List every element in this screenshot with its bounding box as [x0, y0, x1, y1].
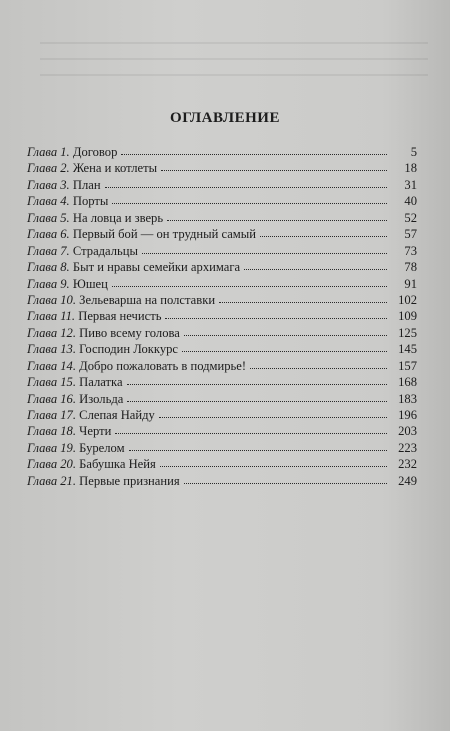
dot-leader [115, 423, 387, 434]
chapter-title: Первые признания [79, 473, 180, 488]
chapter-number: Глава 19. [27, 440, 77, 455]
page-number: 249 [398, 473, 417, 488]
chapter-title: На ловца и зверь [72, 210, 164, 225]
page-number: 223 [398, 440, 417, 455]
chapter-title: Бурелом [79, 440, 125, 455]
dot-leader [184, 473, 387, 484]
dot-leader [142, 243, 387, 254]
dot-leader [159, 407, 387, 418]
page-number: 109 [398, 309, 417, 324]
chapter-number: Глава 20. [27, 457, 77, 472]
toc-entry [27, 407, 417, 423]
chapter-title: Добро пожаловать в подмирье! [79, 358, 247, 373]
dot-leader [182, 341, 387, 352]
dot-leader [167, 210, 387, 221]
dot-leader [184, 325, 387, 336]
toc-entry [27, 292, 417, 308]
dot-leader [250, 358, 387, 369]
page-number: 168 [398, 375, 417, 390]
toc-entry [27, 160, 417, 176]
page-number: 31 [404, 177, 417, 192]
dot-leader [112, 276, 387, 287]
dot-leader [112, 193, 387, 204]
dot-leader [121, 144, 387, 155]
chapter-title: Жена и котлеты [72, 161, 158, 176]
page-number: 5 [410, 145, 417, 159]
page-number: 203 [398, 424, 417, 439]
chapter-title: Страдальцы [72, 243, 138, 258]
chapter-number: Глава 16. [27, 391, 77, 406]
chapter-title: Палатка [79, 375, 123, 390]
chapter-number: Глава 12. [27, 325, 77, 340]
toc-entry [27, 243, 417, 259]
toc-entry [27, 341, 417, 357]
dot-leader [260, 226, 387, 237]
chapter-title: Первый бой — он трудный самый [72, 227, 256, 242]
dot-leader [165, 308, 387, 319]
bleed-through-line [40, 42, 428, 44]
toc-entry [27, 226, 417, 242]
chapter-number: Глава 11. [27, 309, 76, 324]
chapter-number: Глава 5. [27, 210, 70, 225]
page-number: 40 [404, 194, 417, 209]
chapter-number: Глава 1. [27, 145, 70, 159]
toc-entry [27, 473, 417, 489]
chapter-number: Глава 17. [27, 408, 77, 422]
page-number: 73 [404, 243, 417, 258]
toc-entry [27, 276, 417, 292]
toc-entry [27, 177, 417, 193]
table-of-contents [27, 144, 417, 489]
chapter-number: Глава 2. [27, 161, 70, 176]
toc-entry [27, 308, 417, 324]
chapter-number: Глава 15. [27, 375, 77, 390]
toc-entry [27, 391, 417, 407]
chapter-number: Глава 18. [27, 424, 77, 439]
page-number: 18 [404, 161, 417, 176]
page-number: 145 [398, 342, 417, 357]
chapter-number: Глава 3. [27, 177, 70, 192]
toc-entry [27, 193, 417, 209]
page-number: 102 [398, 292, 417, 307]
toc-entry [27, 325, 417, 341]
bleed-through-line [40, 58, 428, 60]
dot-leader [129, 440, 387, 451]
page-number: 91 [404, 276, 417, 291]
chapter-number: Глава 6. [27, 227, 70, 242]
page-number: 125 [398, 325, 417, 340]
chapter-number: Глава 14. [27, 358, 77, 373]
toc-entry [27, 456, 417, 472]
page-number: 78 [404, 260, 417, 275]
toc-entry [27, 358, 417, 374]
chapter-title: Договор [72, 145, 118, 159]
chapter-number: Глава 13. [27, 342, 77, 357]
chapter-title: Изольда [79, 391, 124, 406]
toc-entry [27, 440, 417, 456]
chapter-number: Глава 9. [27, 276, 70, 291]
chapter-title: Быт и нравы семейки архимага [72, 260, 241, 275]
chapter-number: Глава 4. [27, 194, 70, 209]
chapter-title: Господин Локкурс [79, 342, 179, 357]
dot-leader [105, 177, 387, 188]
dot-leader [160, 456, 387, 467]
page-number: 52 [404, 210, 417, 225]
chapter-number: Глава 10. [27, 292, 77, 307]
page-number: 157 [398, 358, 417, 373]
page-number: 57 [404, 227, 417, 242]
dot-leader [161, 160, 387, 171]
dot-leader [244, 259, 387, 270]
chapter-title: Порты [72, 194, 109, 209]
toc-entry [27, 144, 417, 160]
page-number: 232 [398, 457, 417, 472]
toc-entry [27, 210, 417, 226]
chapter-title: Черти [79, 424, 112, 439]
chapter-number: Глава 8. [27, 260, 70, 275]
page-number: 183 [398, 391, 417, 406]
dot-leader [219, 292, 387, 303]
chapter-title: План [72, 177, 101, 192]
page-title: ОГЛАВЛЕНИЕ [170, 110, 280, 126]
chapter-title: Юшец [72, 276, 108, 291]
toc-entry [27, 374, 417, 390]
dot-leader [127, 374, 387, 385]
chapter-title: Бабушка Нейя [79, 457, 156, 472]
bleed-through-line [40, 74, 428, 76]
chapter-number: Глава 21. [27, 473, 77, 488]
chapter-title: Пиво всему голова [79, 325, 180, 340]
chapter-title: Первая нечисть [78, 309, 162, 324]
toc-entry [27, 423, 417, 439]
page-number: 196 [398, 408, 417, 422]
chapter-number: Глава 7. [27, 243, 70, 258]
chapter-title: Слепая Найду [79, 408, 155, 422]
toc-entry [27, 259, 417, 275]
chapter-title: Зельеварша на полставки [79, 292, 216, 307]
dot-leader [127, 391, 387, 402]
